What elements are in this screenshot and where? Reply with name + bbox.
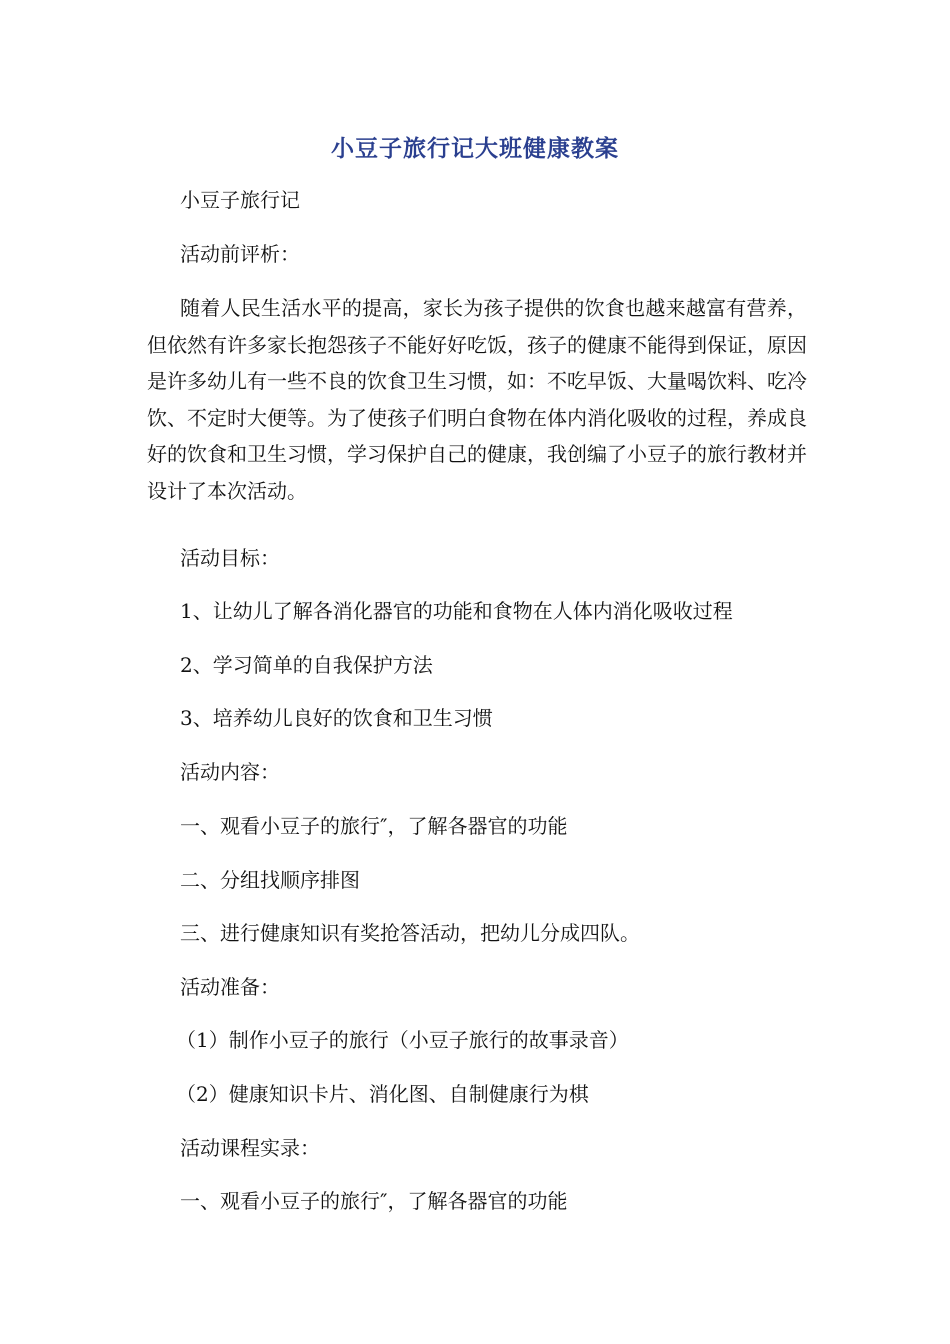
record-item: 一、观看小豆子的旅行″，了解各器官的功能 — [180, 1189, 568, 1213]
goal-item: 3、培养幼儿良好的饮食和卫生习惯 — [180, 706, 493, 730]
prep-heading: 活动准备： — [180, 975, 280, 999]
prep-item: （2）健康知识卡片、消化图、自制健康行为棋 — [176, 1082, 589, 1106]
content-item: 三、进行健康知识有奖抢答活动，把幼儿分成四队。 — [180, 921, 640, 945]
record-heading: 活动课程实录： — [180, 1136, 320, 1160]
content-item: 二、分组找顺序排图 — [180, 868, 360, 892]
goal-item: 2、学习简单的自我保护方法 — [180, 653, 433, 677]
document-title: 小豆子旅行记大班健康教案 — [331, 136, 619, 162]
content-heading: 活动内容： — [180, 760, 280, 784]
pre-analysis-paragraph: 随着人民生活水平的提高，家长为孩子提供的饮食也越来越富有营养，但依然有许多家长抱怨孩子不能好好吃饭，孩子的健康不能得到保证，原因是许多幼儿有一些不良的饮食卫生习惯，如：不吃早饭、大量喝饮料、吃冷饮、不定时大便等。为了使孩子们明白食物在体内消化吸收的过程，养成良好的饮食和卫生习惯，学习保护自己的健康，我创编了小豆子的旅行教材并设计了本次活动。 — [147, 296, 807, 503]
prep-item: （1）制作小豆子的旅行（小豆子旅行的故事录音） — [176, 1028, 629, 1052]
content-item: 一、观看小豆子的旅行″，了解各器官的功能 — [180, 814, 568, 838]
goals-heading: 活动目标： — [180, 546, 280, 570]
pre-analysis-heading: 活动前评析： — [180, 242, 300, 266]
subtitle: 小豆子旅行记 — [180, 188, 300, 212]
goal-item: 1、让幼儿了解各消化器官的功能和食物在人体内消化吸收过程 — [180, 599, 733, 623]
